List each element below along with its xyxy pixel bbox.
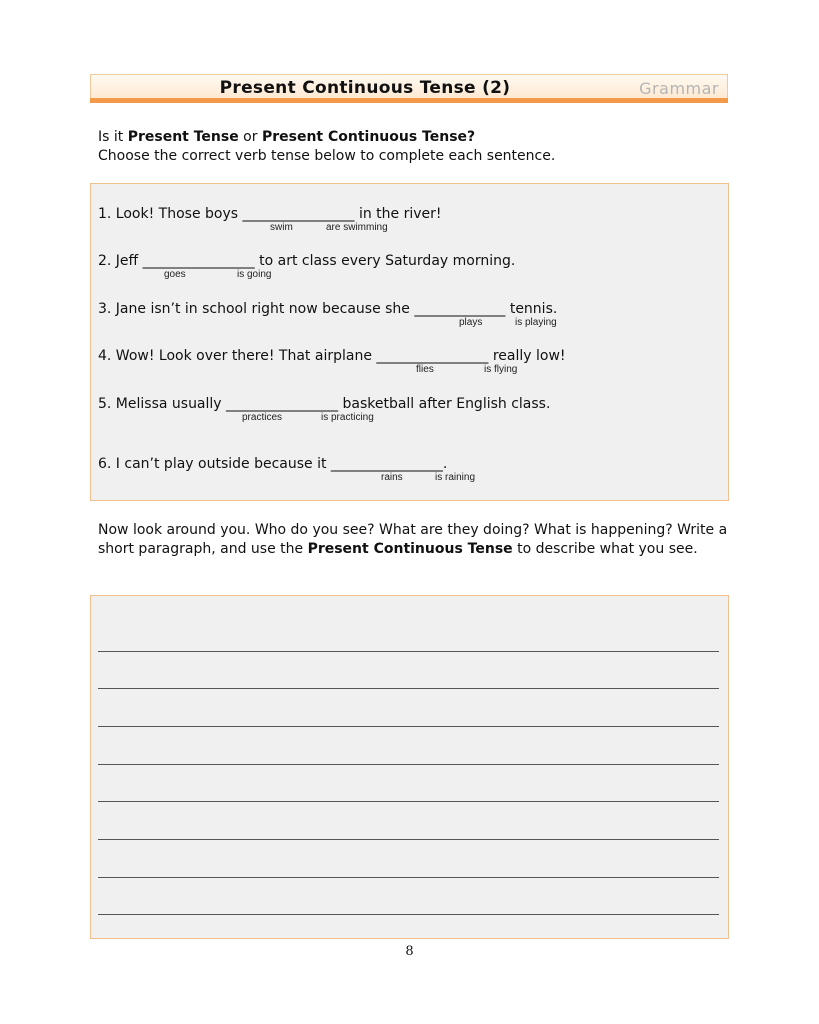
writing-line-2[interactable] xyxy=(98,688,719,689)
question-2 xyxy=(98,252,515,270)
option-5a[interactable]: practices xyxy=(242,412,283,423)
option-1b[interactable]: are swimming xyxy=(326,222,388,233)
writing-line-3[interactable] xyxy=(98,726,719,727)
writing-line-7[interactable] xyxy=(98,877,719,878)
question-text: 1. Look! Those boys xyxy=(98,206,243,222)
option-6b[interactable]: is raining xyxy=(435,472,476,483)
instruction-term-present: Present Tense xyxy=(127,129,239,145)
question-text: 6. I can’t play outside because it xyxy=(98,456,331,472)
instruction-text: or xyxy=(238,129,262,145)
answer-blank[interactable]: ________________ xyxy=(142,253,255,269)
writing-line-1[interactable] xyxy=(98,651,719,652)
question-text: . xyxy=(442,456,448,472)
prompt-text: to describe what you see. xyxy=(512,541,698,557)
question-5 xyxy=(98,395,550,413)
option-5b[interactable]: is practicing xyxy=(321,412,374,423)
question-text: 4. Wow! Look over there! That airplane xyxy=(98,348,377,364)
question-6 xyxy=(98,455,447,473)
writing-line-6[interactable] xyxy=(98,839,719,840)
writing-area[interactable] xyxy=(90,595,729,939)
answer-blank[interactable]: ________________ xyxy=(376,348,489,364)
instruction-term-continuous: Present Continuous Tense? xyxy=(261,129,476,145)
prompt-text: Now look around you. Who do you see? What are they doing? What is happening? Write a short paragraph, and use the xyxy=(98,522,728,557)
option-3a[interactable]: plays xyxy=(459,317,483,328)
option-3b[interactable]: is playing xyxy=(515,317,557,328)
instruction-line-1 xyxy=(98,128,555,147)
question-text: really low! xyxy=(488,348,566,364)
option-4a[interactable]: flies xyxy=(416,364,434,375)
writing-line-8[interactable] xyxy=(98,914,719,915)
prompt-term: Present Continuous Tense xyxy=(307,541,513,557)
question-text: 2. Jeff xyxy=(98,253,143,269)
option-4b[interactable]: is flying xyxy=(484,364,518,375)
option-6a[interactable]: rains xyxy=(381,472,403,483)
header-accent-bar xyxy=(90,98,728,103)
question-text: 5. Melissa usually xyxy=(98,396,227,412)
answer-blank[interactable]: _____________ xyxy=(414,301,506,317)
question-text: tennis. xyxy=(505,301,558,317)
answer-blank[interactable]: ________________ xyxy=(242,206,355,222)
instruction-text: Is it xyxy=(98,129,128,145)
question-text: basketball after English class. xyxy=(338,396,551,412)
answer-blank[interactable]: ________________ xyxy=(330,456,443,472)
worksheet-title: Present Continuous Tense (2) xyxy=(219,78,511,98)
question-3 xyxy=(98,300,557,318)
option-2a[interactable]: goes xyxy=(164,269,186,280)
instruction-line-2: Choose the correct verb tense below to complete each sentence. xyxy=(98,148,556,164)
answer-blank[interactable]: ________________ xyxy=(226,396,339,412)
instructions xyxy=(98,128,555,166)
question-text: to art class every Saturday morning. xyxy=(254,253,516,269)
page-number: 8 xyxy=(405,944,414,959)
writing-line-5[interactable] xyxy=(98,801,719,802)
writing-prompt xyxy=(98,521,728,559)
section-badge: Grammar xyxy=(639,79,719,98)
writing-line-4[interactable] xyxy=(98,764,719,765)
question-text: in the river! xyxy=(354,206,442,222)
question-4 xyxy=(98,347,566,365)
question-1 xyxy=(98,205,442,223)
option-1a[interactable]: swim xyxy=(270,222,293,233)
option-2b[interactable]: is going xyxy=(237,269,272,280)
question-text: 3. Jane isn’t in school right now because she xyxy=(98,301,415,317)
exercise-box xyxy=(90,183,729,501)
